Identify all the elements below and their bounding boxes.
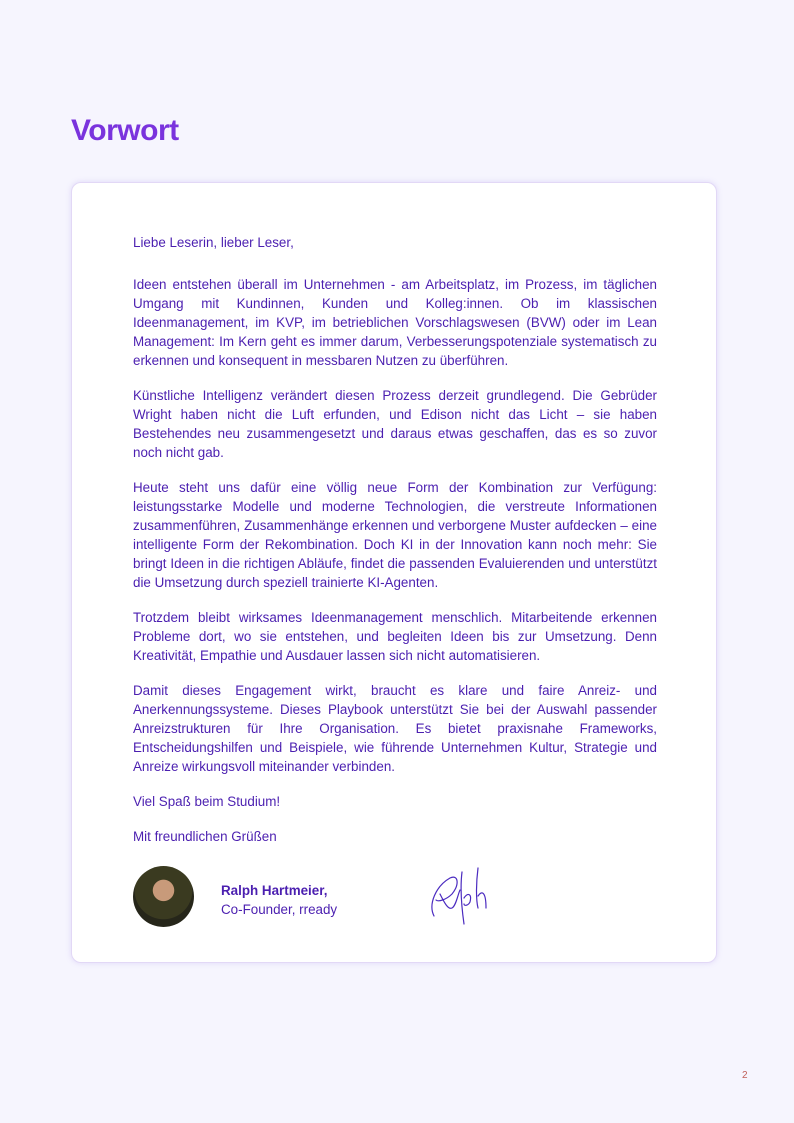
signature-image — [426, 864, 506, 926]
letter-body — [133, 233, 657, 862]
foreword-card — [71, 182, 717, 963]
page-number: 2 — [742, 1070, 748, 1081]
author-name: Ralph Hartmeier, — [221, 883, 328, 898]
paragraph: Ideen entstehen überall im Unternehmen - am Arbeitsplatz, im Prozess, im täglichen Umgang mit Kundinnen, Kunden und Kolleg:innen. Ob im klassischen Ideenmanagement, im KVP, im betrieblichen Vorschlagswesen (BVW) oder im Lean Management: Im Kern geht es immer darum, Verbesserungspotenziale systematisch zu erkennen und konsequent in messbaren Nutzen zu überführen. — [133, 277, 657, 368]
paragraph: Damit dieses Engagement wirkt, braucht es klare und faire Anreiz- und Anerkennungssysteme. Dieses Playbook unterstützt Sie bei der Auswahl passender Anreizstrukturen für Ihre Organisation. Es bietet praxisnahe Frameworks, Entscheidungshilfen und Beispiele, wie führende Unternehmen Kultur, Strategie und Anreize wirkungsvoll miteinander verbinden. — [133, 683, 657, 774]
closing-salutation: Mit freundlichen Grüßen — [133, 829, 277, 844]
paragraph: Künstliche Intelligenz verändert diesen Prozess derzeit grundlegend. Die Gebrüder Wright haben nicht die Luft erfunden, und Edison nicht das Licht – sie haben Bestehendes neu zusammengesetzt und daraus etwas geschaffen, das es so zuvor noch nicht gab. — [133, 388, 657, 460]
avatar — [133, 866, 194, 927]
paragraph: Heute steht uns dafür eine völlig neue Form der Kombination zur Verfügung: leistungsstarke Modelle und moderne Technologien, die verstreute Informationen zusammenführen, Zusammenhänge erkennen und verborgene Muster aufdecken – eine intelligente Form der Rekombination. Doch KI in der Innovation kann noch mehr: Sie bringt Ideen in die richtigen Abläufe, findet die passenden Evaluierenden und unterstützt die Umsetzung durch speziell trainierte KI-Agenten. — [133, 480, 657, 590]
author-block — [133, 866, 657, 928]
author-role: Co-Founder, rready — [221, 902, 338, 917]
paragraph: Trotzdem bleibt wirksames Ideenmanagement menschlich. Mitarbeitende erkennen Probleme dort, wo sie entstehen, und begleiten Ideen bis zur Umsetzung. Denn Kreativität, Empathie und Ausdauer lassen sich nicht automatisieren. — [133, 610, 657, 663]
greeting: Liebe Leserin, lieber Leser, — [133, 235, 294, 250]
page-title: Vorwort — [71, 114, 179, 147]
closing-line: Viel Spaß beim Studium! — [133, 794, 281, 809]
